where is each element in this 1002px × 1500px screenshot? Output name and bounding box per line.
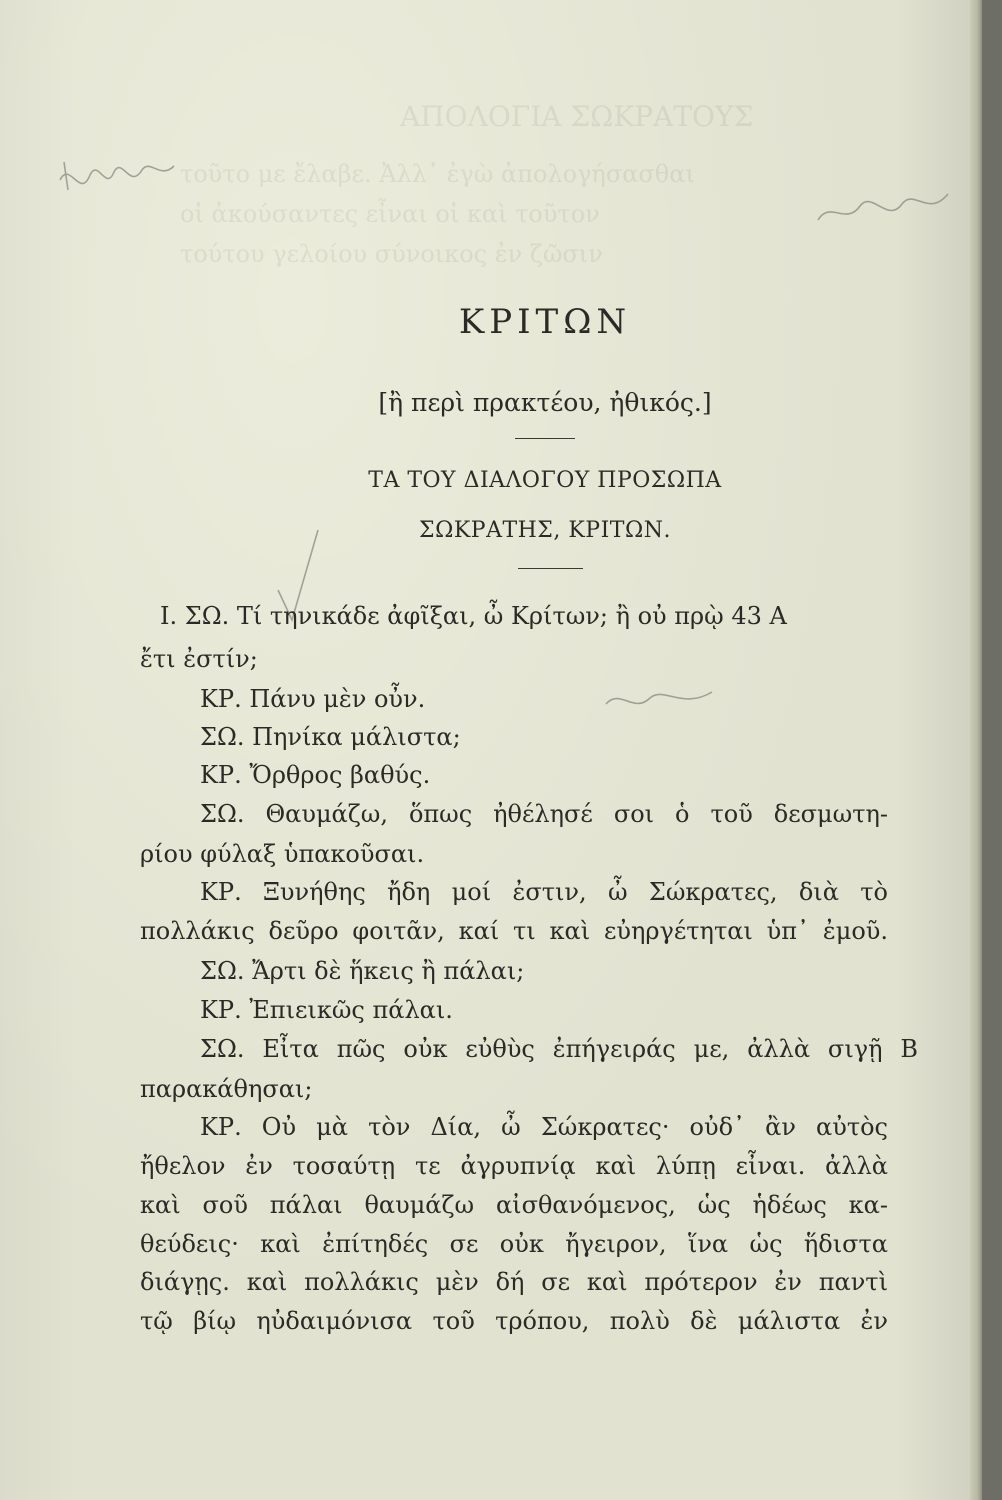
persons-heading: ΤΑ ΤΟΥ ΔΙΑΛΟΓΟΥ ΠΡΟΣΩΠΑ — [368, 468, 722, 493]
show-through-text: τοῦτο με ἔλαβε. Ἀλλ᾿ ἐγὼ ἀπολογήσασθαι — [180, 160, 695, 188]
text-line: διάγῃς. καὶ πολλάκις μὲν δή σε καὶ πρότερον ἐν παντὶ — [140, 1268, 888, 1296]
page-edge-shadow — [970, 0, 982, 1500]
text-line: ΚΡ. Πάνυ μὲν οὖν. — [200, 685, 426, 713]
text-line: ΚΡ. Ξυνήθης ἤδη μοί ἐστιν, ὦ Σώκρατες, διὰ τὸ — [200, 878, 888, 906]
divider — [515, 438, 575, 439]
text-line: παρακάθησαι; — [140, 1075, 313, 1103]
persons-names: ΣΩΚΡΑΤΗΣ, ΚΡΙΤΩΝ. — [419, 518, 671, 543]
page-title: ΚΡΙΤΩΝ — [458, 302, 632, 342]
text-line: τῷ βίῳ ηὐδαιμόνισα τοῦ τρόπου, πολὺ δὲ μάλιστα ἐν — [140, 1307, 888, 1335]
text-line: ΚΡ. Ἐπιεικῶς πάλαι. — [200, 996, 453, 1024]
text-line: ΚΡ. Οὐ μὰ τὸν Δία, ὦ Σώκρατες· οὐδ᾿ ἂν αὐτὸς — [200, 1113, 888, 1141]
text-line: ΣΩ. Θαυμάζω, ὅπως ἠθέλησέ σοι ὁ τοῦ δεσμωτη- — [200, 800, 888, 828]
page-subtitle: [ἢ περὶ πρακτέου, ἠθικός.] — [378, 388, 712, 417]
text-line: Ι. ΣΩ. Τί τηνικάδε ἀφῖξαι, ὦ Κρίτων; ἢ οὐ πρῲ 43 Α — [160, 602, 787, 630]
show-through-text: ΑΠΟΛΟΓΙΑ ΣΩΚΡΑΤΟΥΣ — [400, 100, 754, 133]
text-line: ΣΩ. Εἶτα πῶς οὐκ εὐθὺς ἐπήγειράς με, ἀλλὰ σιγῇ Β — [200, 1035, 918, 1063]
text-line: ἔτι ἐστίν; — [140, 645, 258, 673]
show-through-text: τούτου γελοίου σύνοικος ἐν ζῶσιν — [180, 240, 603, 268]
text-line: ΚΡ. Ὄρθρος βαθύς. — [200, 761, 431, 789]
text-line: ΣΩ. Πηνίκα μάλιστα; — [200, 723, 461, 751]
show-through-text: οἱ ἀκούσαντες εἶναι οἱ καὶ τοῦτον — [180, 200, 600, 228]
text-line: ρίου φύλαξ ὑπακοῦσαι. — [140, 840, 425, 868]
divider — [518, 568, 583, 569]
text-line: θεύδεις· καὶ ἐπίτηδές σε οὐκ ἤγειρον, ἵνα ὡς ἥδιστα — [140, 1230, 888, 1258]
text-line: καὶ σοῦ πάλαι θαυμάζω αἰσθανόμενος, ὡς ἡδέως κα- — [140, 1191, 888, 1219]
text-line: ἤθελον ἐν τοσαύτῃ τε ἀγρυπνίᾳ καὶ λύπῃ εἶναι. ἀλλὰ — [140, 1152, 888, 1180]
pencil-faint-note — [600, 680, 720, 720]
pencil-marginal-scribble — [50, 150, 190, 220]
text-line: πολλάκις δεῦρο φοιτᾶν, καί τι καὶ εὐηργέτηται ὑπ᾿ ἐμοῦ. — [140, 917, 888, 945]
pencil-margin-note — [810, 180, 960, 240]
text-line: ΣΩ. Ἄρτι δὲ ἥκεις ἢ πάλαι; — [200, 957, 525, 985]
